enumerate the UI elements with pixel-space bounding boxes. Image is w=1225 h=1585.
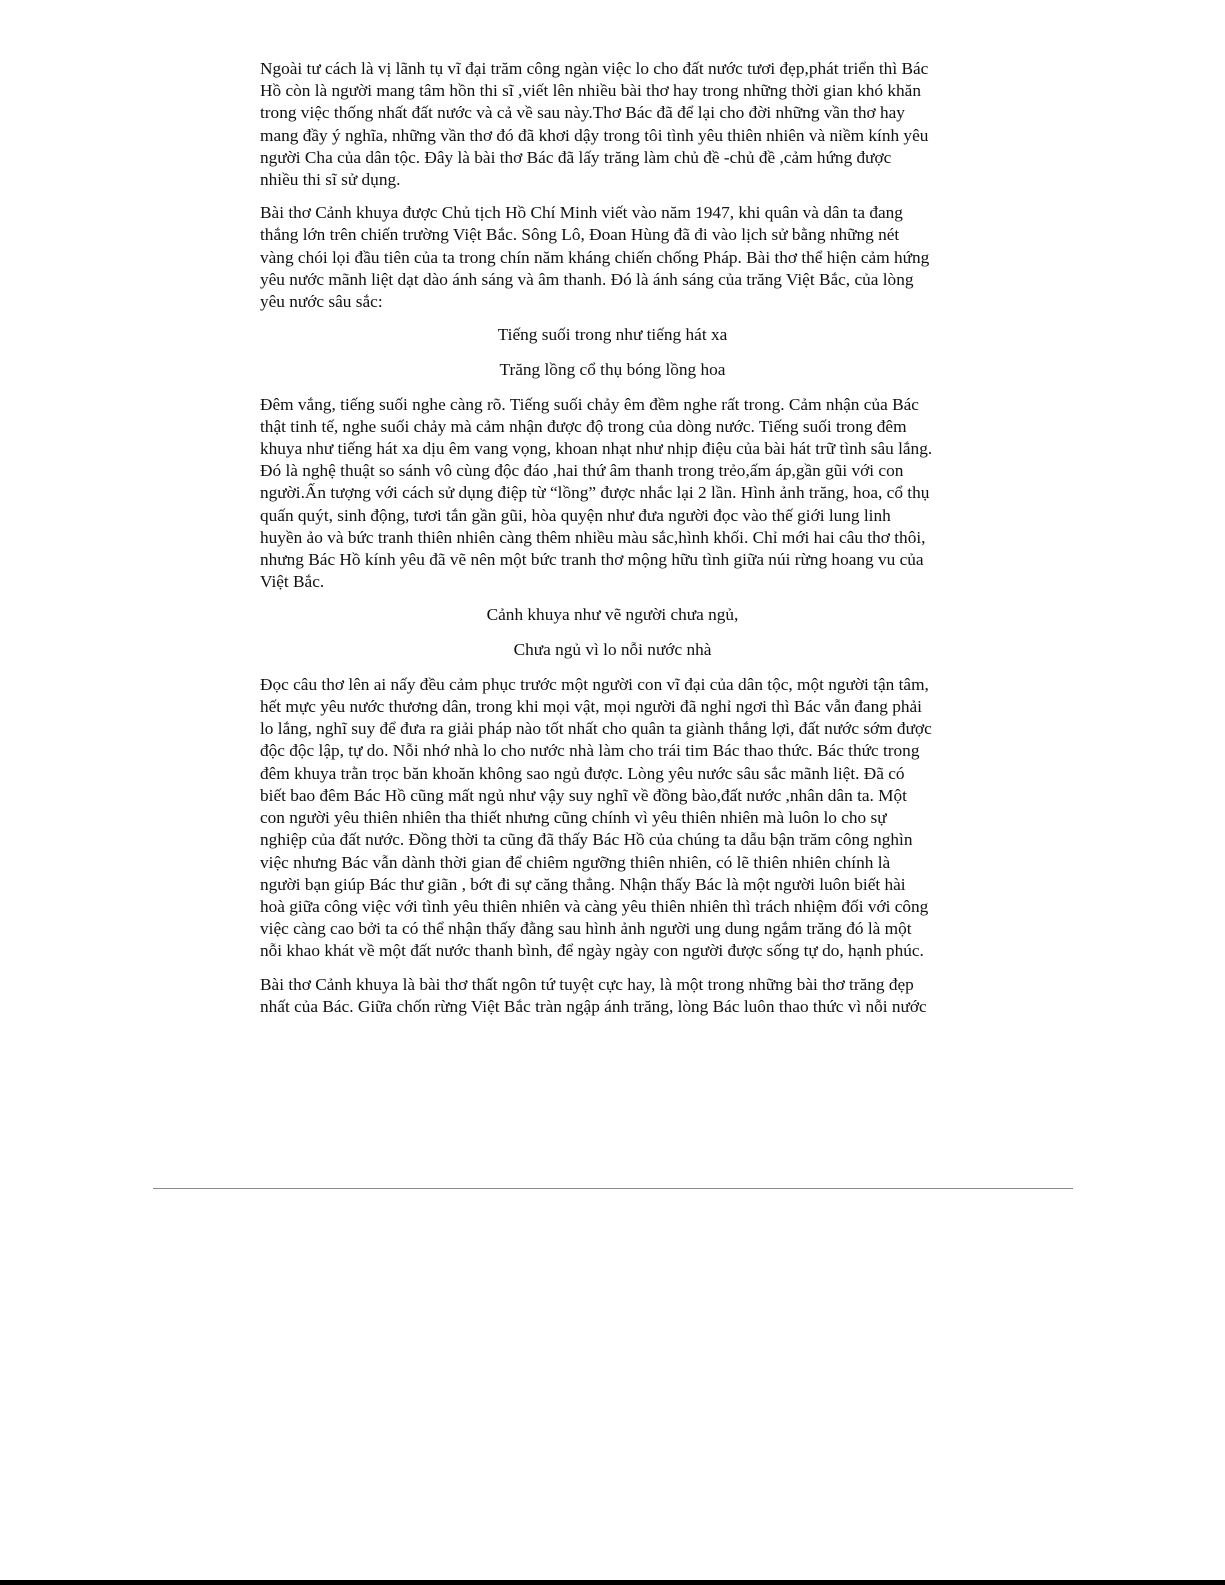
text-line: người Cha của dân tộc. Đây là bài thơ Bác đã lấy trăng làm chủ đề -chủ đề ,cảm hứng được xyxy=(260,147,892,167)
text-line: nỗi khao khát về một đất nước thanh bình, để ngày ngày con người được sống tự do, hạnh phúc. xyxy=(260,941,924,961)
text-line: người bạn giúp Bác thư giãn , bớt đi sự căng thẳng. Nhận thấy Bác là một người luôn biết hài xyxy=(260,874,906,894)
text-line: Đêm vắng, tiếng suối nghe càng rõ. Tiếng suối chảy êm đềm nghe rất trong. Cảm nhận của Bác xyxy=(260,394,919,414)
text-line: nhiều thi sĩ sử dụng. xyxy=(260,170,401,190)
poem-verse xyxy=(260,324,965,346)
poem-verse xyxy=(260,639,965,661)
text-line: yêu nước sâu sắc: xyxy=(260,292,383,312)
text-line: yêu nước mãnh liệt dạt dào ánh sáng và âm thanh. Đó là ánh sáng của trăng Việt Bắc, của lòng xyxy=(260,269,914,289)
text-line: thật tinh tế, nghe suối chảy mà cảm nhận được độ trong của dòng nước. Tiếng suối trong đêm xyxy=(260,416,907,436)
text-line: nhưng Bác Hồ kính yêu đã vẽ nên một bức tranh thơ mộng hữu tình giữa núi rừng hoang vu của xyxy=(260,550,924,570)
paragraph-context xyxy=(260,202,965,313)
verse-line: Cảnh khuya như vẽ người chưa ngủ, xyxy=(486,605,739,625)
text-line: Bài thơ Cảnh khuya được Chủ tịch Hồ Chí Minh viết vào năm 1947, khi quân và dân ta đang xyxy=(260,203,903,223)
paragraph-conclusion xyxy=(260,974,965,1018)
text-line: quấn quýt, sinh động, tươi tắn gần gũi, hòa quyện như đưa người đọc vào thế giới lung linh xyxy=(260,505,891,525)
text-line: thắng lớn trên chiến trường Việt Bắc. Sông Lô, Đoan Hùng đã đi vào lịch sử bằng những nét xyxy=(260,225,900,245)
text-line: Hồ còn là người mang tâm hồn thi sĩ ,viết lên nhiều bài thơ hay trong những thời gian khó khăn xyxy=(260,81,921,101)
document-body xyxy=(260,58,965,1029)
text-line: Bài thơ Cảnh khuya là bài thơ thất ngôn tứ tuyệt cực hay, là một trong những bài thơ trăng đẹp xyxy=(260,974,914,994)
text-line: độc độc lập, tự do. Nỗi nhớ nhà lo cho nước nhà làm cho trái tim Bác thao thức. Bác thức trong xyxy=(260,741,920,761)
text-line: người.Ấn tượng với cách sử dụng điệp từ “lồng” được nhắc lại 2 lần. Hình ảnh trăng, hoa, cổ thụ xyxy=(260,483,930,503)
poem-verse xyxy=(260,359,965,381)
text-line: nghiệp của đất nước. Đồng thời ta cũng đã thấy Bác Hồ của chúng ta dẫu bận trăm công nghìn xyxy=(260,830,913,850)
paragraph-intro xyxy=(260,58,965,191)
text-line: biết bao đêm Bác Hồ cũng mất ngủ như vậy suy nghĩ về đồng bào,đất nước ,nhân dân ta. Một xyxy=(260,785,907,805)
verse-line: Chưa ngủ vì lo nỗi nước nhà xyxy=(513,640,712,660)
paragraph-analysis-1 xyxy=(260,394,965,594)
text-line: Đọc câu thơ lên ai nấy đều cảm phục trước một người con vĩ đại của dân tộc, một người tận tâm, xyxy=(260,674,929,694)
paragraph-analysis-2 xyxy=(260,674,965,963)
text-line: Đó là nghệ thuật so sánh vô cùng độc đáo ,hai thứ âm thanh trong trẻo,ấm áp,gần gũi với con xyxy=(260,461,904,481)
text-line: khuya như tiếng hát xa dịu êm vang vọng, khoan nhạt như nhịp điệu của bài hát trữ tình sâu lắng. xyxy=(260,439,933,459)
text-line: huyền ảo và bức tranh thiên nhiên càng thêm nhiều màu sắc,hình khối. Chỉ mới hai câu thơ thôi, xyxy=(260,527,926,547)
text-line: hoà giữa công việc với tình yêu thiên nhiên và càng yêu thiên nhiên thì trách nhiệm đối với công xyxy=(260,896,929,916)
verse-line: Tiếng suối trong như tiếng hát xa xyxy=(497,325,728,345)
verse-line: Trăng lồng cổ thụ bóng lồng hoa xyxy=(499,359,726,379)
text-line: trong việc thống nhất đất nước và cả về sau này.Thơ Bác đã để lại cho đời những vần thơ hay xyxy=(260,103,905,123)
text-line: việc càng cao bởi ta có thể nhận thấy đằng sau hình ảnh người ung dung ngắm trăng đó là một xyxy=(260,919,912,939)
text-line: mang đầy ý nghĩa, những vần thơ đó đã khơi dậy trong tôi tình yêu thiên nhiên và niềm kính yêu xyxy=(260,125,929,145)
text-line: con người yêu thiên nhiên tha thiết nhưng cũng chính vì yêu thiên nhiên mà luôn lo cho sự xyxy=(260,808,887,828)
text-line: Ngoài tư cách là vị lãnh tụ vĩ đại trăm công ngàn việc lo cho đất nước tươi đẹp,phát triển thì Bác xyxy=(260,59,929,78)
text-line: việc nhưng Bác vẫn dành thời gian để chiêm ngưỡng thiên nhiên, có lẽ thiên nhiên chính là xyxy=(260,852,891,872)
poem-verse xyxy=(260,604,965,626)
text-line: nhất của Bác. Giữa chốn rừng Việt Bắc tràn ngập ánh trăng, lòng Bác luôn thao thức vì nỗi nước xyxy=(260,996,927,1016)
page-divider xyxy=(153,1188,1073,1189)
text-line: vàng chói lọi đầu tiên của ta trong chín năm kháng chiến chống Pháp. Bài thơ thể hiện cảm hứng xyxy=(260,247,930,267)
text-line: đêm khuya trằn trọc băn khoăn không sao ngủ được. Lòng yêu nước sâu sắc mãnh liệt. Đã có xyxy=(260,763,905,783)
text-line: lo lắng, nghĩ suy để đưa ra giải pháp nào tốt nhất cho quân ta giành thắng lợi, đất nước sớm được xyxy=(260,719,932,739)
text-line: hết mực yêu nước thương dân, trong khi mọi vật, mọi người đã nghỉ ngơi thì Bác vẫn đang phải xyxy=(260,697,922,717)
text-line: Việt Bắc. xyxy=(260,572,325,592)
page-bottom-edge xyxy=(0,1580,1225,1585)
